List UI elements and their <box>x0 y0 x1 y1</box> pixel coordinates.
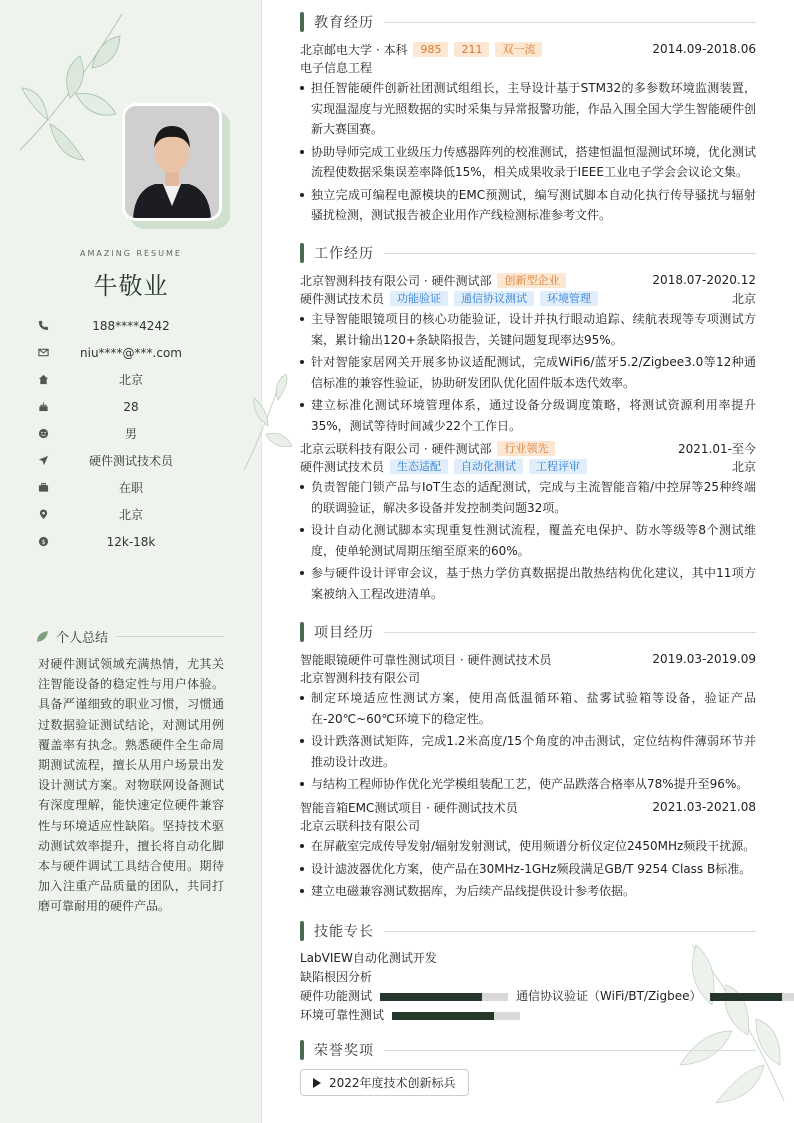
company-name: 北京云联科技有限公司 · 硬件测试部 <box>300 441 492 456</box>
skill-tag: 功能验证 <box>390 291 448 306</box>
skill-tag: 通信协议测试 <box>454 291 534 306</box>
list-item: 设计自动化测试脚本实现重复性测试流程，覆盖充电保护、防水等级等8个测试维度，使单轮测试周期压缩至原来的60%。 <box>300 520 756 561</box>
skill-level-bar <box>392 1012 520 1020</box>
project-name: 智能眼镜硬件可靠性测试项目 · 硬件测试技术员 <box>300 652 552 667</box>
project-block <box>300 650 756 797</box>
smile-icon <box>36 426 50 440</box>
summary-header <box>36 626 224 646</box>
projects-header <box>300 621 756 643</box>
work-title: 工作经历 <box>314 246 374 262</box>
project-bullets <box>300 836 756 902</box>
phone-icon <box>36 318 50 332</box>
skill-label: 硬件功能测试 <box>300 989 373 1003</box>
project-block <box>300 798 756 904</box>
projects-title: 项目经历 <box>314 625 374 641</box>
skill-label: 通信协议验证（WiFi/BT/Zigbee） <box>516 989 702 1003</box>
award-item <box>300 1069 469 1096</box>
education-title: 教育经历 <box>314 15 374 31</box>
skill-tag: 生态适配 <box>390 459 448 474</box>
project-date: 2019.03-2019.09 <box>652 652 756 666</box>
skill-tag: 工程评审 <box>529 459 587 474</box>
job-bullets <box>300 477 756 604</box>
skill-item: LabVIEW自动化测试开发 <box>300 951 437 965</box>
skill-level-bar <box>380 993 508 1001</box>
list-item: 在屏蔽室完成传导发射/辐射发射测试，使用频谱分析仪定位2450MHz频段干扰源。 <box>300 836 756 857</box>
job-block <box>300 439 756 606</box>
school-tag: 985 <box>413 42 448 57</box>
list-item: 担任智能硬件创新社团测试组组长，主导设计基于STM32的多参数环境监测装置，实现温湿度与光照数据的实时采集与异常报警功能，作品入围全国大学生智能硬件创新大赛国赛。 <box>300 78 756 140</box>
job-date: 2021.01-至今 <box>678 441 756 456</box>
awards-header <box>300 1039 756 1061</box>
list-item: 针对智能家居网关开展多协议适配测试，完成WiFi6/蓝牙5.2/Zigbee3.0等12种通信标准的兼容性验证，协助研发团队优化固件版本迭代效率。 <box>300 352 756 393</box>
portrait-icon <box>125 106 219 218</box>
company-name: 北京智测科技有限公司 · 硬件测试部 <box>300 273 492 288</box>
job-bullets <box>300 309 756 436</box>
company-badge: 行业领先 <box>497 441 555 456</box>
info-home: 北京 <box>36 366 226 393</box>
send-icon <box>36 453 50 467</box>
project-name: 智能音箱EMC测试项目 · 硬件测试技术员 <box>300 800 518 815</box>
info-status: 在职 <box>36 474 226 501</box>
school-tag: 双一流 <box>495 42 542 57</box>
info-phone: 188****4242 <box>36 312 226 339</box>
work-header <box>300 242 756 264</box>
skill-tag: 自动化测试 <box>454 459 523 474</box>
job-role: 硬件测试技术员 <box>300 291 385 306</box>
job-city: 北京 <box>731 291 756 306</box>
job-date: 2018.07-2020.12 <box>652 273 756 287</box>
leaf-decoration-icon <box>10 10 140 170</box>
education-block <box>300 40 756 228</box>
skills-list <box>300 949 794 1025</box>
skill-level-bar <box>710 993 794 1001</box>
skill-tag: 环境管理 <box>540 291 598 306</box>
list-item: 建立标准化测试环境管理体系，通过设备分级调度策略，将测试资源利用率提升35%，测试等待时间减少22个工作日。 <box>300 395 756 436</box>
play-icon <box>313 1078 321 1088</box>
list-item: 制定环境适应性测试方案，使用高低温循环箱、盐雾试验箱等设备，验证产品在-20℃~60℃环境下的稳定性。 <box>300 688 756 729</box>
education-bullets <box>300 78 756 226</box>
summary-text: 对硬件测试领域充满热情，尤其关注智能设备的稳定性与用户体验。具备严谨细致的职业习惯，习惯通过数据验证测试结论，对测试用例覆盖率有执念。熟悉硬件全生命周期测试流程，擅长从用户场景出发设计测试方案。对物联网设备测试有深度理解，能快速定位硬件兼容性与环境适应性缺陷。坚持技术驱动测试效率提升，擅长将自动化脚本与硬件调试工具结合使用。期待加入注重产品质量的团队，共同打磨可靠耐用的硬件产品。 <box>38 657 224 914</box>
info-email: niu****@***.com <box>36 339 226 366</box>
info-salary: $ 12k-18k <box>36 528 226 555</box>
dollar-icon <box>36 534 50 548</box>
list-item: 参与硬件设计评审会议，基于热力学仿真数据提出散热结构优化建议，其中11项方案被纳入工程改进清单。 <box>300 563 756 604</box>
major: 电子信息工程 <box>300 60 373 75</box>
home-icon <box>36 372 50 386</box>
skill-bars-row <box>300 1006 794 1025</box>
list-item: 设计滤波器优化方案，使产品在30MHz-1GHz频段满足GB/T 9254 Class B标准。 <box>300 859 756 880</box>
awards-title: 荣誉奖项 <box>314 1043 374 1059</box>
education-header <box>300 11 756 33</box>
location-pin-icon <box>36 507 50 521</box>
leaf-decoration-icon <box>238 370 298 480</box>
candidate-name: 牛敬业 <box>93 272 169 300</box>
avatar <box>122 103 222 221</box>
school-name: 北京邮电大学 · 本科 <box>300 42 408 57</box>
list-item: 与结构工程师协作优化光学模组装配工艺，使产品跌落合格率从78%提升至96%。 <box>300 774 756 795</box>
project-company: 北京智测科技有限公司 <box>300 670 421 685</box>
brand-tagline: AMAZING RESUME <box>80 249 182 258</box>
list-item: 独立完成可编程电源模块的EMC预测试，编写测试脚本自动化执行传导骚扰与辐射骚扰检测，测试报告被企业用作产线检测标准参考文件。 <box>300 185 756 226</box>
skill-item: 缺陷根因分析 <box>300 970 373 984</box>
company-badge: 创新型企业 <box>497 273 566 288</box>
skills-header <box>300 920 756 942</box>
list-item: 建立电磁兼容测试数据库，为后续产品线提供设计参考依据。 <box>300 881 756 902</box>
info-age: 28 <box>36 393 226 420</box>
contact-info-list <box>36 312 226 555</box>
mail-icon <box>36 345 50 359</box>
info-position: 硬件测试技术员 <box>36 447 226 474</box>
list-item: 设计跌落测试矩阵，完成1.2米高度/15个角度的冲击测试，定位结构件薄弱环节并推动设计改进。 <box>300 731 756 772</box>
info-gender: 男 <box>36 420 226 447</box>
sidebar <box>0 0 262 1123</box>
briefcase-icon <box>36 480 50 494</box>
project-company: 北京云联科技有限公司 <box>300 818 421 833</box>
skill-label: 环境可靠性测试 <box>300 1008 385 1022</box>
svg-text:$: $ <box>40 537 46 546</box>
project-bullets <box>300 688 756 795</box>
skill-bars-row <box>300 987 794 1006</box>
skills-title: 技能专长 <box>314 924 374 940</box>
education-date: 2014.09-2018.06 <box>652 42 756 56</box>
list-item: 协助导师完成工业级压力传感器阵列的校准测试，搭建恒温恒湿测试环境，优化测试流程使数据采集误差率降低15%，相关成果收录于IEEE工业电子学会会议论文集。 <box>300 142 756 183</box>
list-item: 主导智能眼镜项目的核心功能验证，设计并执行眼动追踪、续航表现等专项测试方案，累计输出120+条缺陷报告，关键问题复现率达95%。 <box>300 309 756 350</box>
list-item: 负责智能门锁产品与IoT生态的适配测试，完成与主流智能音箱/中控屏等25种终端的联调验证，解决多设备并发控制类问题32项。 <box>300 477 756 518</box>
cake-icon <box>36 399 50 413</box>
job-block <box>300 271 756 438</box>
leaf-icon <box>36 630 49 643</box>
info-city: 北京 <box>36 501 226 528</box>
project-date: 2021.03-2021.08 <box>652 800 756 814</box>
summary-title: 个人总结 <box>56 630 109 646</box>
job-role: 硬件测试技术员 <box>300 459 385 474</box>
job-city: 北京 <box>731 459 756 474</box>
school-tag: 211 <box>454 42 489 57</box>
award-label: 2022年度技术创新标兵 <box>329 1076 456 1090</box>
